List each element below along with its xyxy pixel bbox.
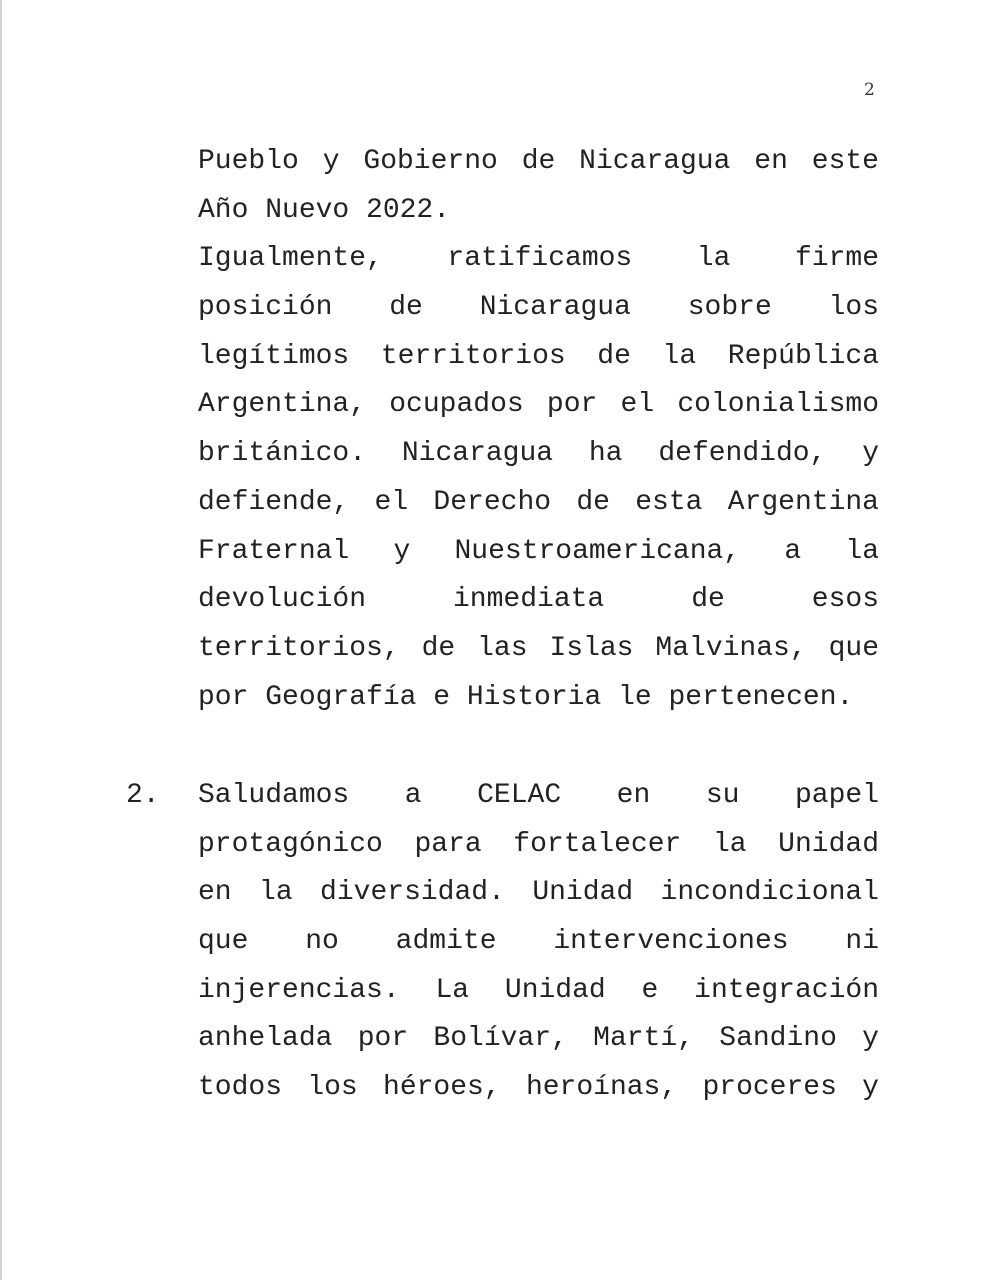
paragraph-continuation xyxy=(198,138,879,722)
text-line: protagónico para fortalecer la Unidad xyxy=(198,828,879,860)
text-line: territorios, de las Islas Malvinas, que xyxy=(198,632,879,664)
list-item-number: 2. xyxy=(126,780,160,811)
text-line: Pueblo y Gobierno de Nicaragua en este xyxy=(198,146,879,177)
text-line: defiende, el Derecho de esta Argentina xyxy=(198,486,879,518)
text-line: británico. Nicaragua ha defendido, y xyxy=(198,438,879,470)
list-item-2-text xyxy=(198,772,879,1113)
text-line: en la diversidad. Unidad incondicional xyxy=(198,877,879,909)
page-number: 2 xyxy=(864,80,875,100)
text-line: Fraternal y Nuestroamericana, a la xyxy=(198,535,879,567)
text-line: Saludamos a CELAC en su papel xyxy=(198,780,879,811)
text-line: devolución inmediata de esos xyxy=(198,584,879,616)
text-line: Argentina, ocupados por el colonialismo xyxy=(198,389,879,421)
text-line: injerencias. La Unidad e integración xyxy=(198,974,879,1006)
text-line: Año Nuevo 2022. xyxy=(198,194,451,226)
text-line: legítimos territorios de la República xyxy=(198,340,879,372)
text-line: anhelada por Bolívar, Martí, Sandino y xyxy=(198,1023,879,1055)
text-line: todos los héroes, heroínas, proceres y xyxy=(198,1072,879,1104)
text-line: posición de Nicaragua sobre los xyxy=(198,292,879,324)
text-line: que no admite intervenciones ni xyxy=(198,926,879,958)
text-line: Igualmente, ratificamos la firme xyxy=(198,243,879,275)
text-line: por Geografía e Historia le pertenecen. xyxy=(198,681,854,713)
